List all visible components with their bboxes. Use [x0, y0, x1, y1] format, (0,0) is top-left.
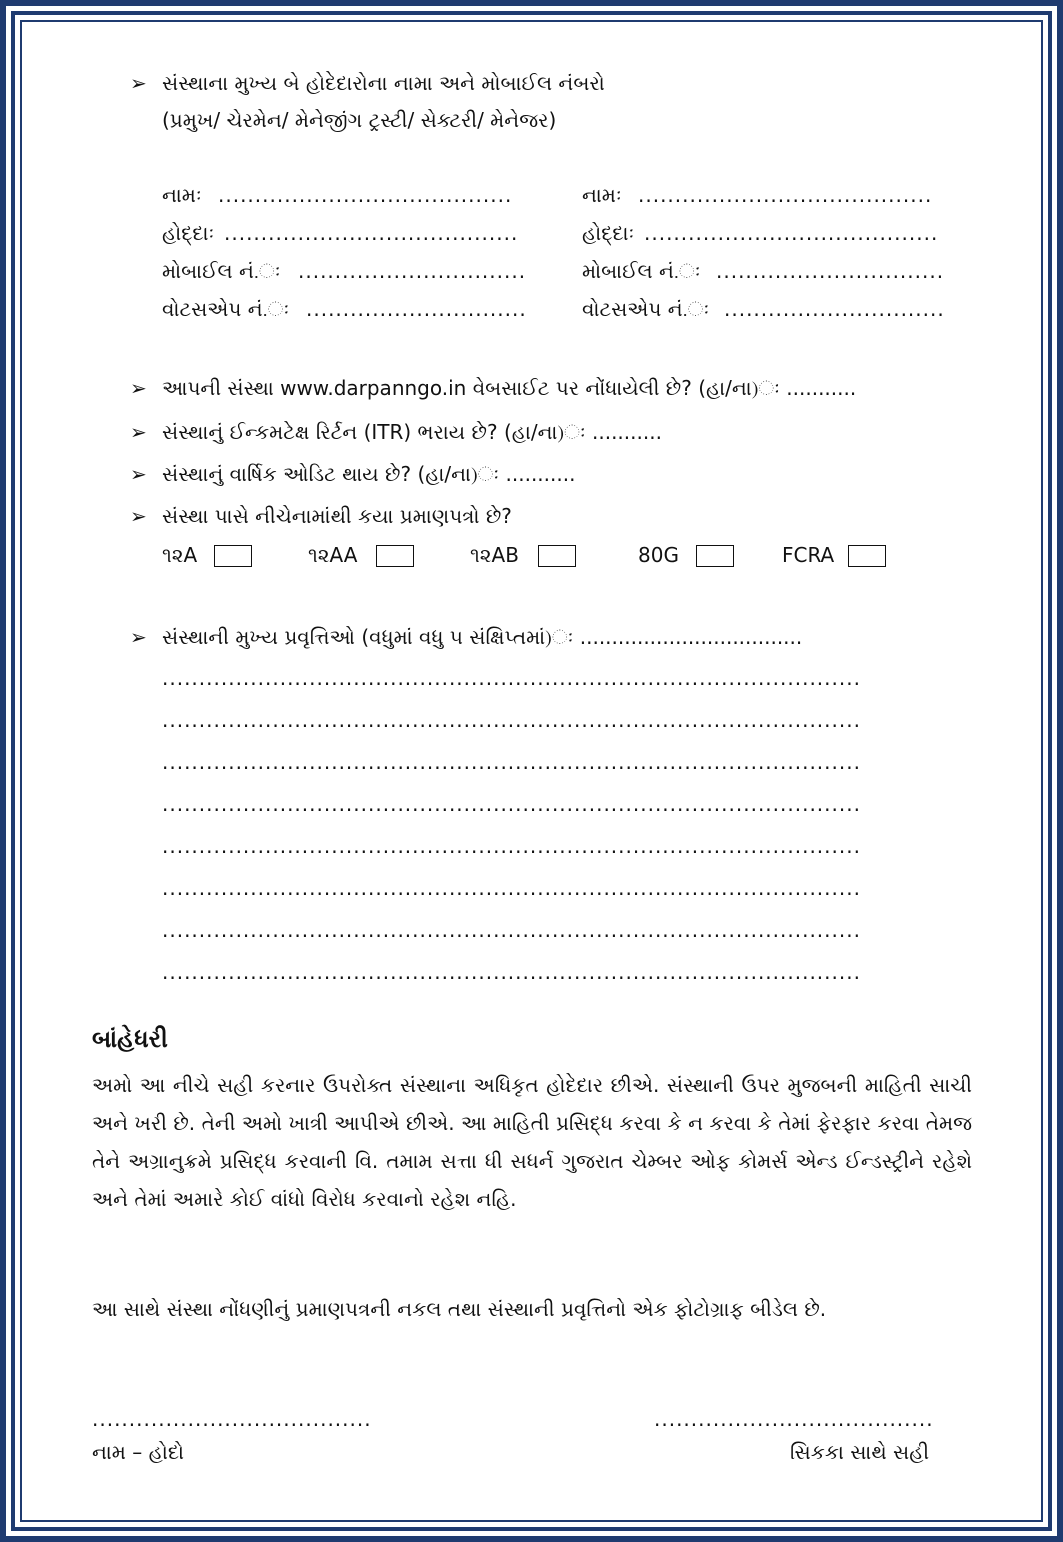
certificate-label-12ab: ૧૨AB	[470, 543, 519, 567]
bullet-icon: ➢	[130, 71, 147, 95]
activity-line[interactable]: ...............................................................................................	[162, 666, 861, 690]
activity-line[interactable]: ...............................................................................................	[162, 918, 861, 942]
whatsapp-label: વોટસએપ નં.ઃ	[582, 297, 710, 321]
bullet-icon: ➢	[130, 625, 147, 649]
guarantee-paragraph: અમો આ નીચે સહી કરનાર ઉપરોક્ત સંસ્થાના અધિકૃત હોદેદાર છીએ. સંસ્થાની ઉપર મુજબની માહિતી સાચી અને ખરી છે. તેની અમો ખાત્રી આપીએ છીએ. આ માહિતી પ્રસિદ્ધ કરવા કે ન કરવા કે તેમાં ફેરફાર કરવા તેમજ તેને અગ્રાનુક્રમે પ્રસિદ્ધ કરવાની વિ. તમામ સત્તા ધી સધર્ન ગુજરાત ચેમ્બર ઓફ કોમર્સ એન્ડ ઈન્ડસ્ટ્રીને રહેશે અને તેમાં અમારે કોઈ વાંધો વિરોધ કરવાનો રહેશ નહિ.	[92, 1073, 972, 1211]
mobile-field[interactable]: ...............................	[298, 259, 527, 283]
certificate-label-fcra: FCRA	[782, 543, 835, 567]
question-annual-audit: સંસ્થાનું વાર્ષિક ઓડિટ થાય છે? (હા/ના)ઃ ...........	[162, 462, 576, 486]
certificate-checkbox-12aa[interactable]	[376, 545, 414, 567]
certificate-checkbox-fcra[interactable]	[848, 545, 886, 567]
whatsapp-label: વોટસએપ નં.ઃ	[162, 297, 290, 321]
mobile-label: મોબાઈલ નં.ઃ	[582, 259, 701, 283]
signature-name-line[interactable]: ......................................	[92, 1407, 372, 1431]
certificate-label-12a: ૧૨A	[162, 543, 198, 567]
officials-subheading: (પ્રમુખ/ ચેરમેન/ મેનેજીંગ ટ્રસ્ટી/ સેક્ટરી/ મેનેજર)	[162, 108, 557, 132]
whatsapp-field[interactable]: ..............................	[306, 297, 527, 321]
officials-heading: સંસ્થાના મુખ્ય બે હોદેદારોના નામા અને મોબાઈલ નંબરો	[162, 71, 605, 95]
signature-name-label: નામ – હોદો	[92, 1440, 185, 1464]
bullet-icon: ➢	[130, 462, 147, 486]
bullet-icon: ➢	[130, 420, 147, 444]
designation-label: હોદ્દાઃ	[582, 221, 635, 245]
name-field[interactable]: ........................................	[638, 183, 933, 207]
activity-line[interactable]: ...............................................................................................	[162, 750, 861, 774]
mobile-label: મોબાઈલ નં.ઃ	[162, 259, 281, 283]
name-label: નામઃ	[582, 183, 622, 207]
attachment-note: આ સાથે સંસ્થા નોંધણીનું પ્રમાણપત્રની નકલ તથા સંસ્થાની પ્રવૃત્તિનો એક ફોટોગ્રાફ બીડેલ છે.	[92, 1297, 827, 1321]
bullet-icon: ➢	[130, 504, 147, 528]
bullet-icon: ➢	[130, 376, 147, 400]
certificate-checkbox-12a[interactable]	[214, 545, 252, 567]
signature-stamp-label: સિકકા સાથે સહી	[790, 1440, 930, 1464]
mobile-field[interactable]: ...............................	[716, 259, 945, 283]
activity-line[interactable]: ...............................................................................................	[162, 960, 861, 984]
designation-label: હોદ્દાઃ	[162, 221, 215, 245]
designation-field[interactable]: ........................................	[224, 221, 519, 245]
signature-stamp-line[interactable]: ......................................	[654, 1407, 934, 1431]
activity-line[interactable]: ...............................................................................................	[162, 834, 861, 858]
name-field[interactable]: ........................................	[218, 183, 513, 207]
designation-field[interactable]: ........................................	[644, 221, 939, 245]
certificate-label-80g: 80G	[638, 543, 679, 567]
certificate-label-12aa: ૧૨AA	[308, 543, 358, 567]
question-itr-filed: સંસ્થાનું ઈન્કમટેક્ષ રિર્ટન (ITR) ભરાય છે? (હા/ના)ઃ ...........	[162, 420, 662, 444]
activity-line[interactable]: ...............................................................................................	[162, 708, 861, 732]
name-label: નામઃ	[162, 183, 202, 207]
activity-line[interactable]: ...............................................................................................	[162, 792, 861, 816]
activity-line[interactable]: ...............................................................................................	[162, 876, 861, 900]
activities-label: સંસ્થાની મુખ્ય પ્રવૃત્તિઓ (વધુમાં વધુ ૫ સંક્ષિપ્તમાં)ઃ ...................................	[162, 625, 803, 649]
question-certificates: સંસ્થા પાસે નીચેનામાંથી કયા પ્રમાણપત્રો છે?	[162, 504, 512, 528]
question-darpan-registration: આપની સંસ્થા www.darpanngo.in વેબસાઈટ પર નોંધાયેલી છે? (હા/ના)ઃ ...........	[162, 376, 857, 400]
certificate-checkbox-12ab[interactable]	[538, 545, 576, 567]
certificate-checkbox-80g[interactable]	[696, 545, 734, 567]
whatsapp-field[interactable]: ..............................	[724, 297, 945, 321]
guarantee-title: બાંહેધરી	[92, 1025, 168, 1053]
